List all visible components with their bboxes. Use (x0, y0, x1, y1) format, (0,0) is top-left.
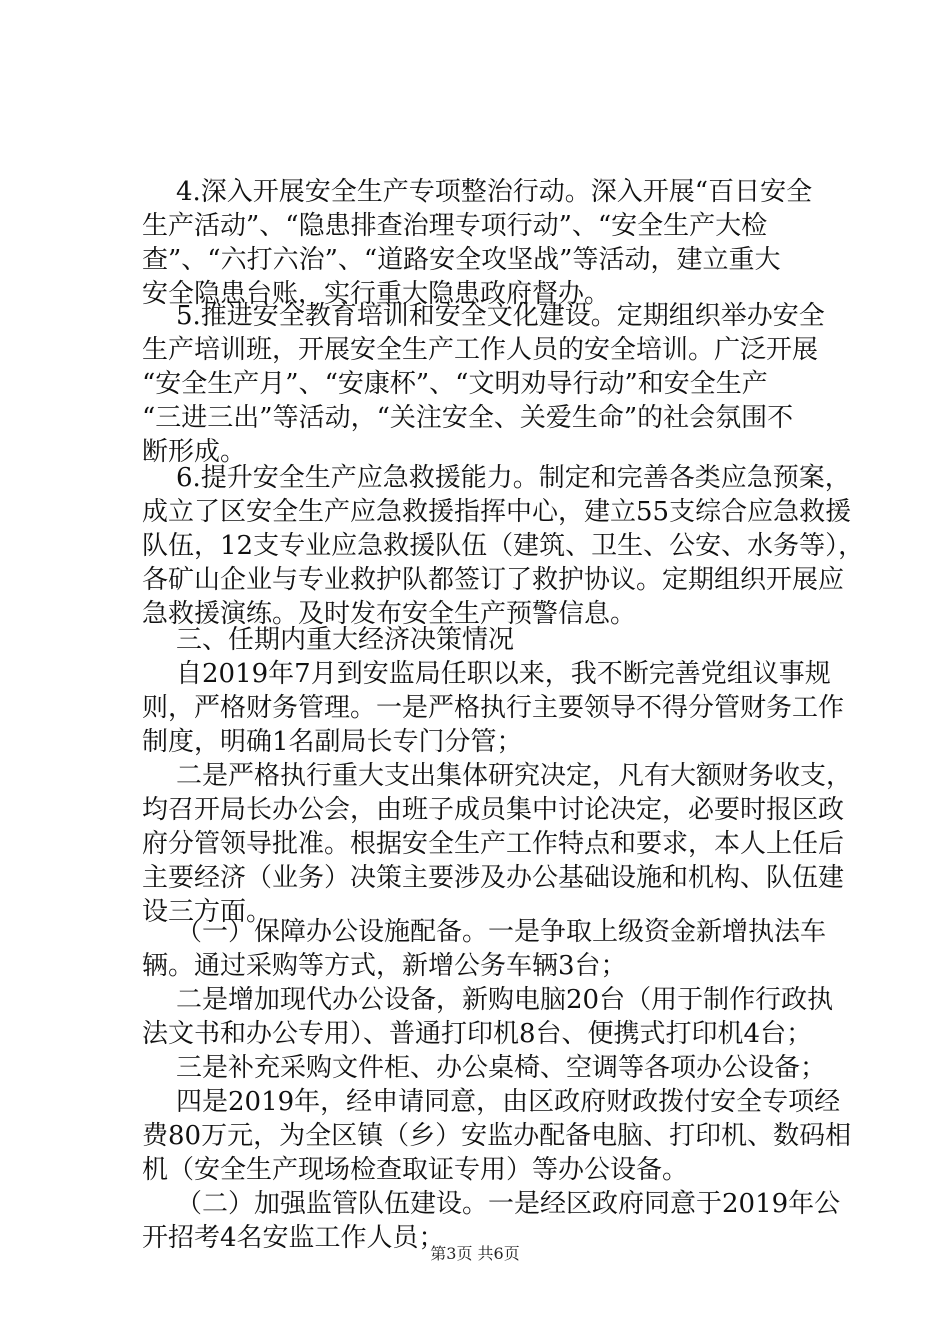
paragraph-line: 5.推进安全教育培训和安全文化建设。定期组织举办安全 (176, 301, 825, 331)
paragraph-line: 自2019年7月到安监局任职以来，我不断完善党组议事规 (176, 659, 831, 689)
paragraph-line: 二是增加现代办公设备，新购电脑20台（用于制作行政执 (176, 985, 834, 1015)
paragraph-line: 急救援演练。及时发布安全生产预警信息。 (142, 599, 637, 629)
page-number-footer: 第3页 共6页 (430, 1244, 520, 1263)
paragraph-line: （一）保障办公设施配备。一是争取上级资金新增执法车 (176, 917, 827, 947)
paragraph-line: 法文书和办公专用）、普通打印机8台、便携式打印机4台； (142, 1019, 813, 1049)
paragraph-line: “安全生产月”、“安康杯”、“文明劝导行动”和安全生产 (142, 369, 768, 399)
paragraph-line: 制度，明确1名副局长专门分管； (142, 727, 523, 757)
paragraph-line: 查”、“六打六治”、“道路安全攻坚战”等活动，建立重大 (142, 245, 781, 275)
paragraph-line: 辆。通过采购等方式，新增公务车辆3台； (142, 951, 627, 981)
paragraph-line: 费80万元，为全区镇（乡）安监办配备电脑、打印机、数码相 (142, 1121, 852, 1151)
paragraph-line: 各矿山企业与专业救护队都签订了救护协议。定期组织开展应 (142, 565, 845, 595)
paragraph-line: 设三方面。 (142, 897, 273, 927)
paragraph-line: 四是2019年，经申请同意，由区政府财政拨付安全专项经 (176, 1087, 841, 1117)
paragraph-line: 断形成。 (142, 437, 247, 467)
paragraph-line: 均召开局长办公会，由班子成员集中讨论决定，必要时报区政 (142, 795, 845, 825)
paragraph-line: 生产活动”、“隐患排查治理专项行动”、“安全生产大检 (142, 211, 768, 241)
paragraph-line: 6.提升安全生产应急救援能力。制定和完善各类应急预案， (176, 463, 851, 493)
paragraph-line: 二是严格执行重大支出集体研究决定，凡有大额财务收支， (176, 761, 853, 791)
paragraph-line: 生产培训班，开展安全生产工作人员的安全培训。广泛开展 (142, 335, 819, 365)
paragraph-line: 府分管领导批准。根据安全生产工作特点和要求，本人上任后 (142, 829, 845, 859)
paragraph-line: 队伍，12支专业应急救援队伍（建筑、卫生、公安、水务等）， (142, 531, 865, 561)
paragraph-line: 则，严格财务管理。一是严格执行主要领导不得分管财务工作 (142, 693, 845, 723)
paragraph-line: 成立了区安全生产应急救援指挥中心，建立55支综合应急救援 (142, 497, 852, 527)
paragraph-line: 主要经济（业务）决策主要涉及办公基础设施和机构、队伍建 (142, 863, 845, 893)
paragraph-line: 开招考4名安监工作人员； (142, 1223, 445, 1253)
paragraph-line: “三进三出”等活动，“关注安全、关爱生命”的社会氛围不 (142, 403, 794, 433)
paragraph-line: 4.深入开展安全生产专项整治行动。深入开展“百日安全 (176, 177, 813, 207)
paragraph-line: 安全隐患台账，实行重大隐患政府督办。 (142, 279, 611, 309)
paragraph-line: （二）加强监管队伍建设。一是经区政府同意于2019年公 (176, 1189, 841, 1219)
section-heading: 三、任期内重大经济决策情况 (176, 625, 515, 655)
paragraph-line: 机（安全生产现场检查取证专用）等办公设备。 (142, 1155, 689, 1185)
paragraph-line: 三是补充采购文件柜、办公桌椅、空调等各项办公设备； (176, 1053, 827, 1083)
